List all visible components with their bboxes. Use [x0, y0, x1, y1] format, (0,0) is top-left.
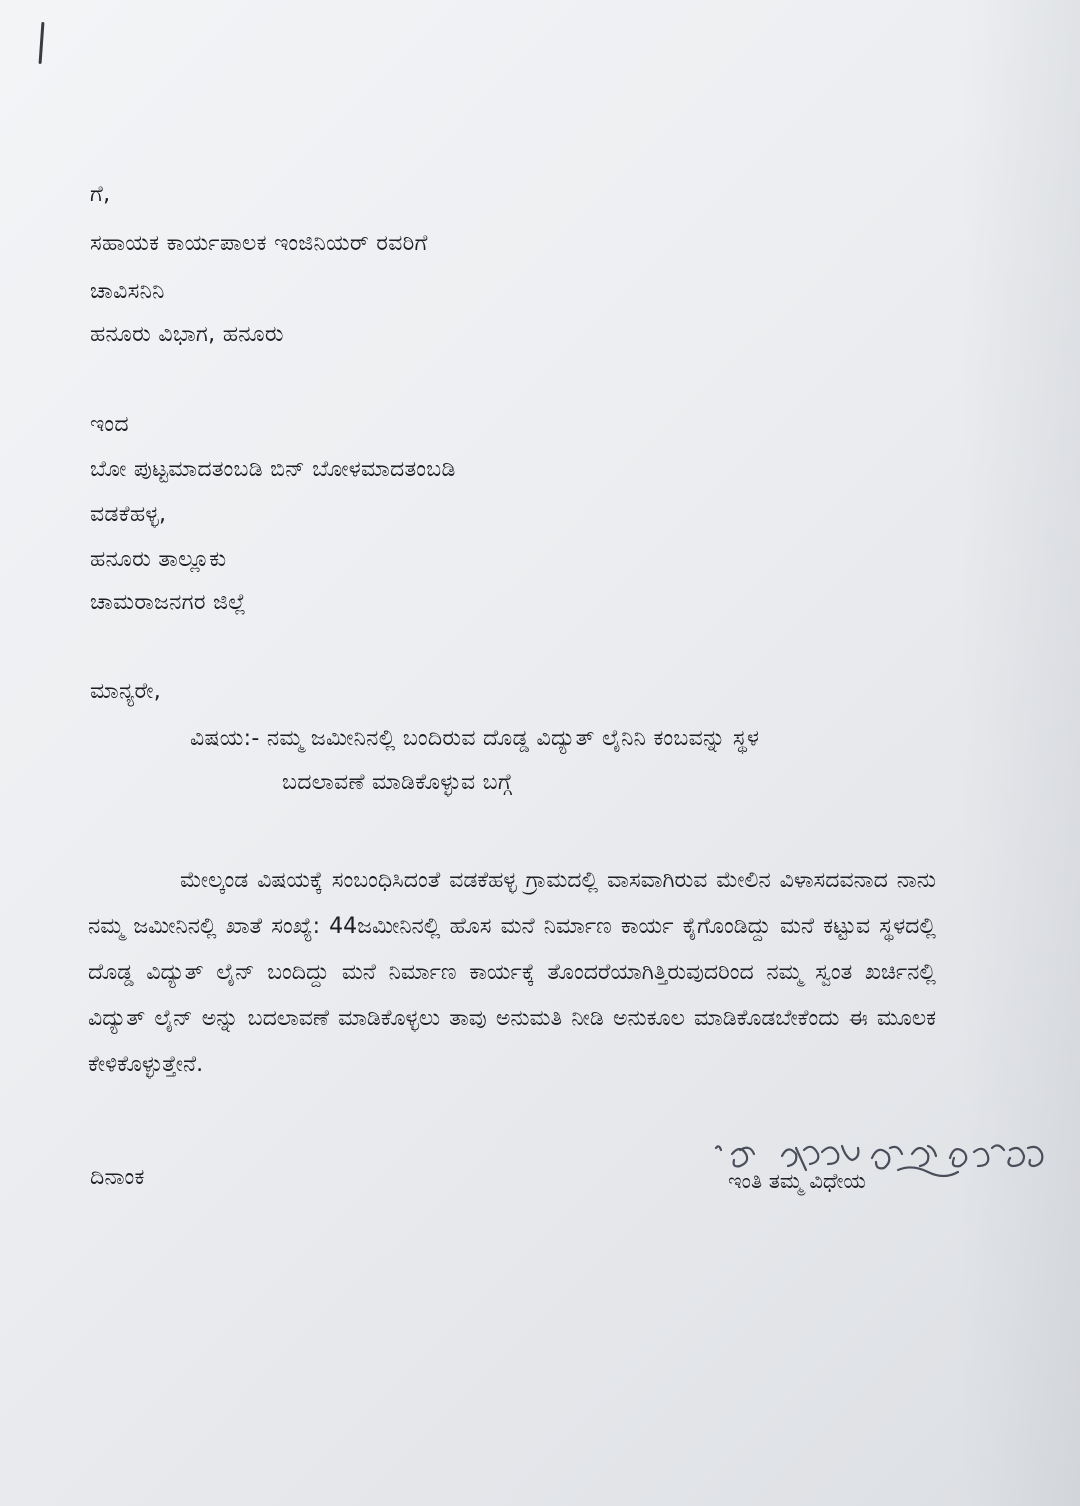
closing-text: ಇಂತಿ ತಮ್ಮ ವಿಧೇಯ: [728, 1169, 866, 1193]
pen-mark: [39, 22, 45, 64]
to-office: ಚಾವಿಸನಿನಿ: [90, 279, 165, 304]
from-name: ಬೋ ಪುಟ್ಟಮಾದತಂಬಡಿ ಬಿನ್ ಬೋಳಮಾದತಂಬಡಿ: [90, 457, 456, 482]
greeting: ಮಾನ್ಯರೇ,: [90, 679, 162, 704]
from-village: ವಡಕೆಹಳ್ಳ,: [90, 502, 167, 527]
from-taluk: ಹನೂರು ತಾಲ್ಲೂಕು: [90, 547, 227, 572]
date-label: ದಿನಾಂಕ: [90, 1165, 145, 1190]
subject-line-2: ಬದಲಾವಣೆ ಮಾಡಿಕೊಳ್ಳುವ ಬಗ್ಗೆ: [282, 770, 513, 795]
from-district: ಚಾಮರಾಜನಗರ ಜಿಲ್ಲೆ: [90, 590, 247, 615]
to-division: ಹನೂರು ವಿಭಾಗ, ಹನೂರು: [90, 322, 284, 347]
subject-line-1: ವಿಷಯ:- ನಮ್ಮ ಜಮೀನಿನಲ್ಲಿ ಬಂದಿರುವ ದೊಡ್ಡ ವಿದ್ಯುತ್ ಲೈನಿನಿ ಕಂಬವನ್ನು ಸ್ಥಳ: [190, 726, 760, 751]
from-label: ಇಂದ: [90, 412, 129, 437]
to-salutation: ಗೆ,: [90, 182, 111, 207]
to-designation: ಸಹಾಯಕ ಕಾರ್ಯಪಾಲಕ ಇಂಜಿನಿಯರ್ ರವರಿಗೆ: [90, 231, 428, 256]
paper-shadow: [960, 0, 1080, 1506]
body-paragraph: ಮೇಲ್ಕಂಡ ವಿಷಯಕ್ಕೆ ಸಂಬಂಧಿಸಿದಂತೆ ವಡಕೆಹಳ್ಳ ಗ್ರಾಮದಲ್ಲಿ ವಾಸವಾಗಿರುವ ಮೇಲಿನ ವಿಳಾಸದವನಾದ ನಾನು ನಮ್ಮ ಜಮೀನಿನಲ್ಲಿ ಖಾತೆ ಸಂಖ್ಯೆ: 44ಜಮೀನಿನಲ್ಲಿ ಹೊಸ ಮನೆ ನಿರ್ಮಾಣ ಕಾರ್ಯ ಕೈಗೊಂಡಿದ್ದು ಮನೆ ಕಟ್ಟುವ ಸ್ಥಳದಲ್ಲಿ ದೊಡ್ಡ ವಿದ್ಯುತ್ ಲೈನ್ ಬಂದಿದ್ದು ಮನೆ ನಿರ್ಮಾಣ ಕಾರ್ಯಕ್ಕೆ ತೊಂದರೆಯಾಗಿತ್ತಿರುವುದರಿಂದ ನಮ್ಮ ಸ್ವಂತ ಖರ್ಚಿನಲ್ಲಿ ವಿದ್ಯುತ್ ಲೈನ್ ಅನ್ನು ಬದಲಾವಣೆ ಮಾಡಿಕೊಳ್ಳಲು ತಾವು ಅನುಮತಿ ನೀಡಿ ಅನುಕೂಲ ಮಾಡಿಕೊಡಬೇಕೆಂದು ಈ ಮೂಲಕ ಕೇಳಿಕೊಳ್ಳುತ್ತೇನೆ.: [88, 868, 936, 1077]
